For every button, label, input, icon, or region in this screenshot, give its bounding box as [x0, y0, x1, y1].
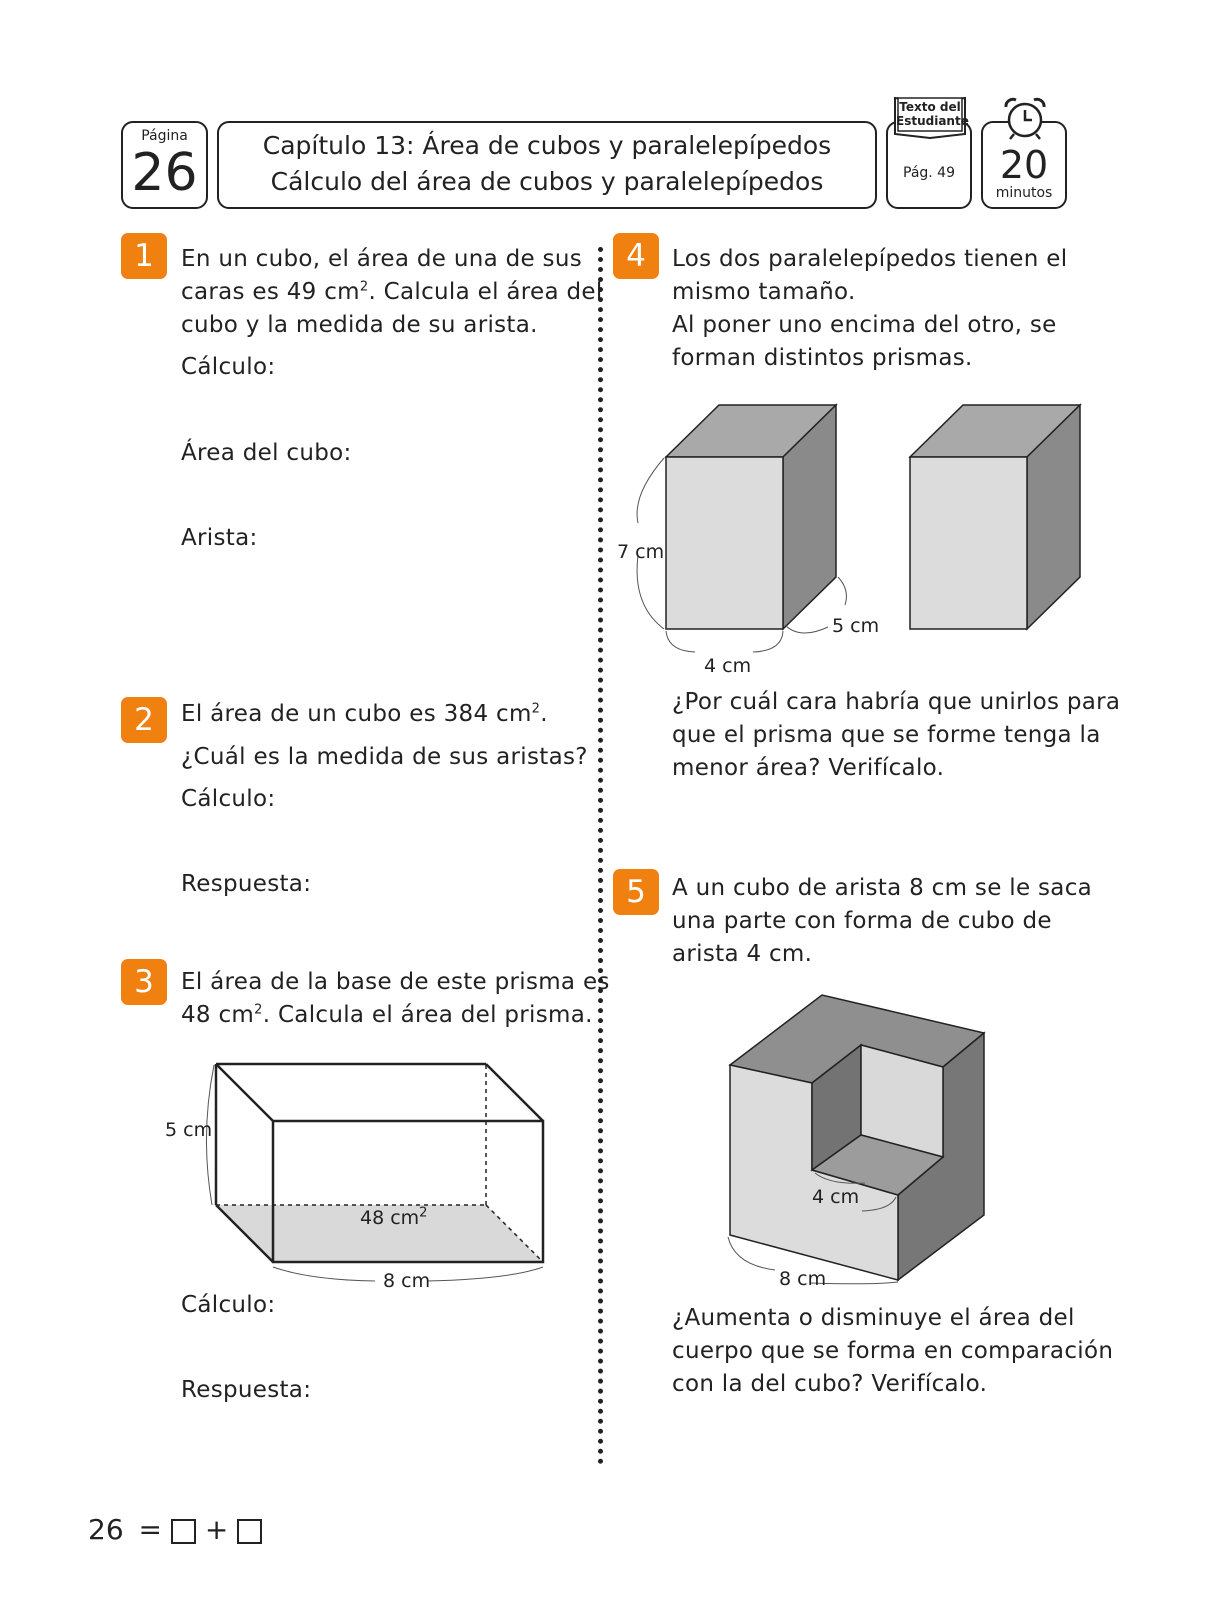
problem-5-big-edge-label: 8 cm	[779, 1268, 827, 1290]
problem-3-calc-label: Cálculo:	[181, 1292, 276, 1318]
problem-4-number: 4	[613, 233, 659, 279]
chapter-title: Capítulo 13: Área de cubos y paralelepípedos	[262, 131, 832, 160]
lesson-title: Cálculo del área de cubos y paralelepípedos	[270, 167, 824, 196]
problem-4-height-label: 7 cm	[617, 541, 665, 563]
page-number: 26	[131, 143, 198, 203]
problem-5-number: 5	[613, 869, 659, 915]
blank-box	[237, 1519, 262, 1544]
problem-5-question: ¿Aumenta o disminuye el área del cuerpo que se forma en comparación con la del cubo? Verifícalo.	[672, 1305, 1114, 1397]
problem-5-cube-figure	[720, 985, 1000, 1295]
column-divider	[598, 247, 603, 1465]
problem-4-width-label: 4 cm	[704, 655, 752, 677]
problem-2-number: 2	[121, 697, 167, 743]
problem-4-depth-label: 5 cm	[832, 615, 880, 637]
chapter-title-box	[217, 121, 877, 209]
footer-equals: =	[138, 1513, 163, 1546]
problem-3-height-label: 5 cm	[165, 1119, 213, 1141]
footer	[88, 1512, 262, 1548]
problem-1-statement: En un cubo, el área de una de sus caras es 49 $cm^2$. Calcula el área del cubo y la medida de su arista.	[181, 246, 603, 338]
page-label: Página	[141, 128, 188, 144]
problem-2-statement: El área de un cubo es 384 $cm^2$. ¿Cuál es la medida de sus aristas?	[181, 701, 588, 770]
problem-1-area-label: Área del cubo:	[181, 440, 352, 466]
blank-box	[171, 1519, 196, 1544]
problem-5-statement: A un cubo de arista 8 cm se le saca una parte con forma de cubo de arista 4 cm.	[672, 875, 1093, 967]
book-label-line1: Texto del	[899, 100, 961, 114]
problem-1-calc-label: Cálculo:	[181, 354, 276, 380]
problem-1-edge-label: Arista:	[181, 525, 258, 551]
page-number-box	[121, 121, 208, 209]
problem-3-length-label: 8 cm	[383, 1270, 431, 1292]
problem-3-statement: El área de la base de este prisma es 48 $cm^2$. Calcula el área del prisma.	[181, 969, 610, 1028]
problem-5-small-edge-label: 4 cm	[812, 1186, 860, 1208]
problem-1-number: 1	[121, 233, 167, 279]
footer-page-number: 26	[88, 1513, 124, 1546]
problem-4-statement: Los dos paralelepípedos tienen el mismo tamaño. Al poner uno encima del otro, se forman distintos prismas.	[672, 246, 1068, 371]
problem-3-base-area-label: 48 $cm^2$	[360, 1205, 428, 1229]
alarm-clock-icon	[1000, 95, 1050, 141]
problem-4-question: ¿Por cuál cara habría que unirlos para que el prisma que se forme tenga la menor área? Verifícalo.	[672, 689, 1121, 781]
book-page: Pág. 49	[903, 165, 955, 181]
footer-plus: +	[204, 1513, 229, 1546]
problem-2-calc-label: Cálculo:	[181, 786, 276, 812]
problem-3-answer-label: Respuesta:	[181, 1377, 312, 1403]
time-value: 20	[999, 143, 1049, 187]
problem-3-number: 3	[121, 959, 167, 1005]
problem-3-prism-figure	[150, 1055, 560, 1305]
problem-2-answer-label: Respuesta:	[181, 871, 312, 897]
time-unit: minutos	[995, 185, 1053, 201]
book-label-line2: Estudiante	[896, 114, 969, 128]
